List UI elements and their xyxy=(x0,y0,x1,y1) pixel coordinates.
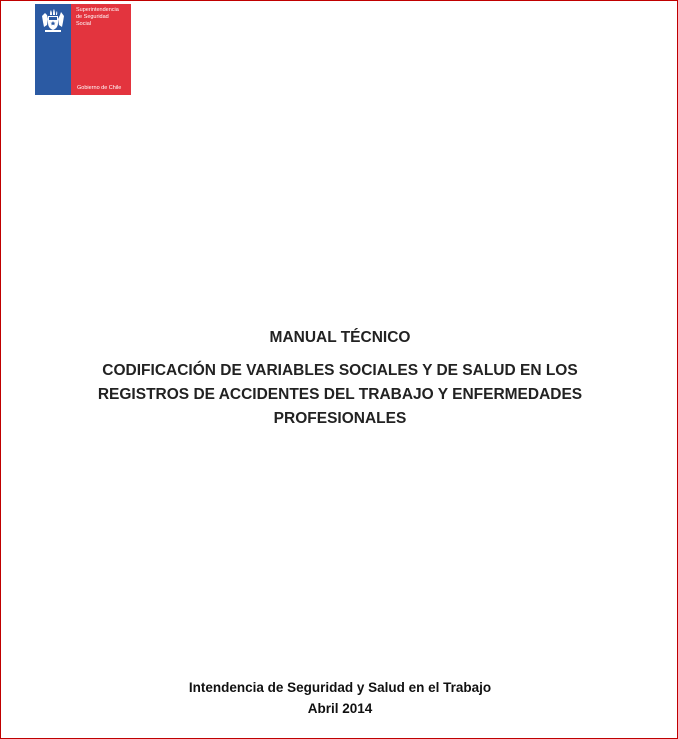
logo-org-line: Superintendencia xyxy=(76,7,119,13)
document-title-line: REGISTROS DE ACCIDENTES DEL TRABAJO Y ENFERMEDADES xyxy=(97,386,583,403)
logo-blue-panel xyxy=(35,4,71,95)
logo-org-line: Social xyxy=(76,21,91,27)
document-title xyxy=(61,359,619,431)
chile-coat-of-arms-icon xyxy=(39,8,67,34)
title-block xyxy=(61,327,619,431)
document-title-line: CODIFICACIÓN DE VARIABLES SOCIALES Y DE SALUD EN LOS xyxy=(102,362,578,379)
document-title-line: PROFESIONALES xyxy=(273,410,407,427)
publication-date: Abril 2014 xyxy=(307,701,373,716)
logo-organization-name xyxy=(76,7,132,28)
logo-red-panel xyxy=(71,4,131,95)
logo-government-name: Gobierno de Chile xyxy=(77,85,122,91)
manual-label: MANUAL TÉCNICO xyxy=(269,329,411,346)
logo-org-line: de Seguridad xyxy=(76,14,109,20)
footer-block xyxy=(61,677,619,719)
issuer-name: Intendencia de Seguridad y Salud en el Trabajo xyxy=(188,680,492,695)
institution-logo xyxy=(35,4,131,95)
